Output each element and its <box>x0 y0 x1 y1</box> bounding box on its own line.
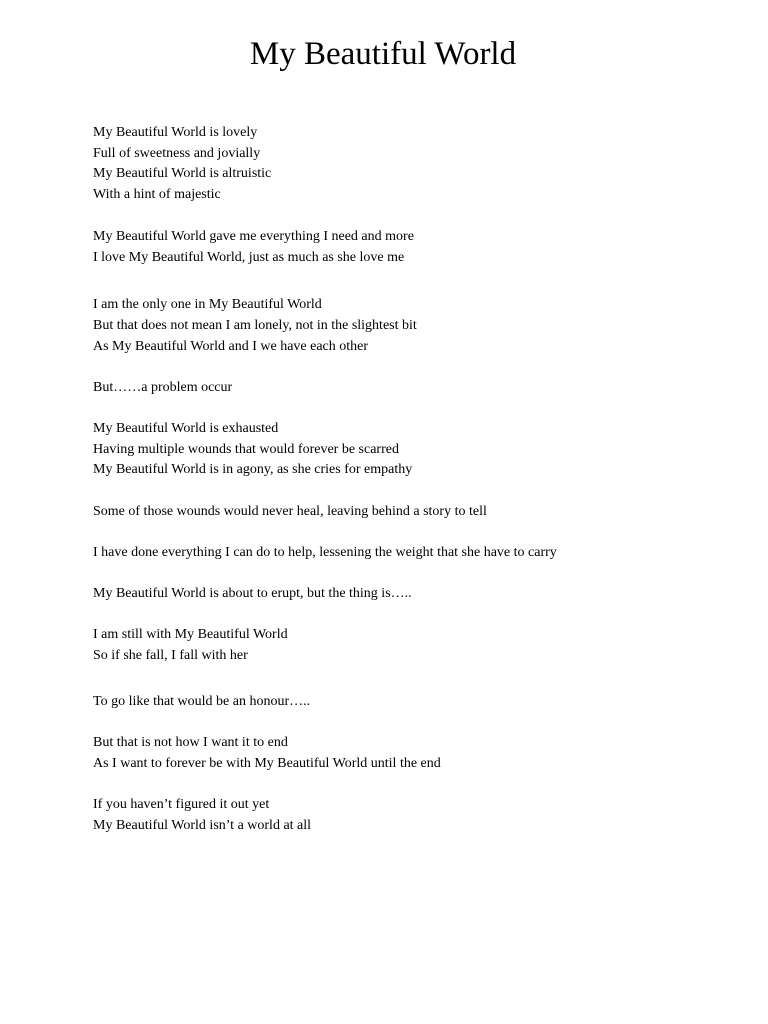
poem-line: Having multiple wounds that would forever be scarred <box>93 442 399 457</box>
poem-line: But……a problem occur <box>93 380 233 395</box>
poem-line: With a hint of majestic <box>93 187 221 202</box>
poem-line: I am the only one in My Beautiful World <box>93 297 322 312</box>
poem-line: My Beautiful World is about to erupt, but the thing is….. <box>93 586 412 601</box>
poem-line: But that does not mean I am lonely, not in the slightest bit <box>93 318 417 333</box>
poem-line: I have done everything I can do to help, lessening the weight that she have to carry <box>93 545 557 560</box>
page-title: My Beautiful World <box>249 36 517 72</box>
poem-line: My Beautiful World is in agony, as she cries for empathy <box>93 462 413 477</box>
poem-line: So if she fall, I fall with her <box>93 648 248 663</box>
poem-line: My Beautiful World is exhausted <box>93 421 279 436</box>
poem-line: To go like that would be an honour….. <box>93 694 311 709</box>
poem-line: But that is not how I want it to end <box>93 735 288 750</box>
poem-line: I love My Beautiful World, just as much as she love me <box>93 250 405 265</box>
poem-line: Some of those wounds would never heal, leaving behind a story to tell <box>93 504 487 519</box>
poem-line: My Beautiful World is altruistic <box>93 166 272 181</box>
poem-line: I am still with My Beautiful World <box>93 627 288 642</box>
poem-line: My Beautiful World is lovely <box>93 125 258 140</box>
poem-line: My Beautiful World gave me everything I need and more <box>93 229 414 244</box>
poem-line: My Beautiful World isn’t a world at all <box>93 818 312 833</box>
poem-line: If you haven’t figured it out yet <box>93 797 270 812</box>
poem-line: Full of sweetness and jovially <box>93 146 261 161</box>
poem-line: As My Beautiful World and I we have each other <box>93 339 369 354</box>
poem-line: As I want to forever be with My Beautiful World until the end <box>93 756 441 771</box>
